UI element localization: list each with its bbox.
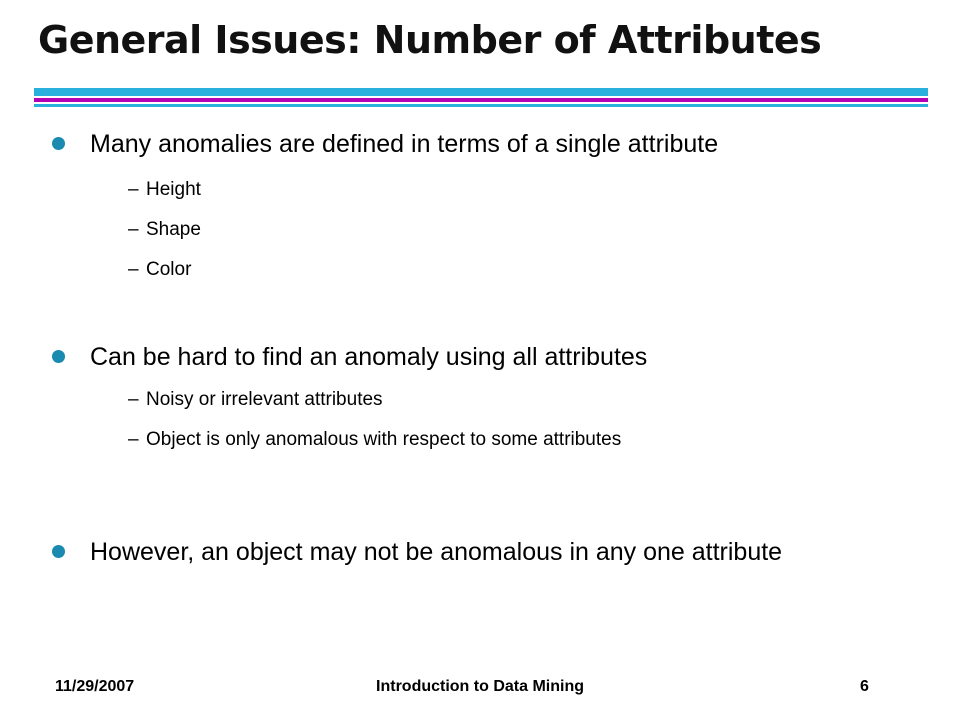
footer-page-number: 6	[860, 678, 869, 695]
title-rule-middle	[34, 98, 928, 102]
sub-bullet-item	[128, 258, 191, 282]
sub-bullet-text: Height	[146, 179, 201, 200]
dash-marker: –	[128, 259, 139, 280]
bullet-dot-icon	[52, 350, 65, 363]
bullet-item	[52, 340, 890, 375]
sub-bullet-text: Shape	[146, 219, 201, 240]
slide-title: General Issues: Number of Attributes	[38, 18, 822, 62]
sub-bullet-item	[128, 178, 201, 202]
bullet-dot-icon	[52, 137, 65, 150]
sub-bullet-item	[128, 218, 201, 242]
bullet-item	[52, 127, 890, 162]
footer-course-title: Introduction to Data Mining	[376, 678, 584, 695]
bullet-text: Many anomalies are defined in terms of a single attribute	[90, 130, 719, 158]
dash-marker: –	[128, 179, 139, 200]
sub-bullet-item	[128, 428, 621, 452]
sub-bullet-item	[128, 388, 383, 412]
bullet-text: Can be hard to find an anomaly using all attributes	[90, 343, 648, 371]
sub-bullet-text: Object is only anomalous with respect to some attributes	[146, 429, 622, 450]
dash-marker: –	[128, 219, 139, 240]
dash-marker: –	[128, 389, 139, 410]
footer-date: 11/29/2007	[55, 678, 135, 695]
title-rule-top	[34, 88, 928, 96]
title-rule-bottom	[34, 104, 928, 107]
bullet-text: However, an object may not be anomalous in any one attribute	[90, 538, 783, 566]
sub-bullet-text: Noisy or irrelevant attributes	[146, 389, 383, 410]
bullet-item	[52, 535, 890, 570]
bullet-dot-icon	[52, 545, 65, 558]
sub-bullet-text: Color	[146, 259, 192, 280]
dash-marker: –	[128, 429, 139, 450]
